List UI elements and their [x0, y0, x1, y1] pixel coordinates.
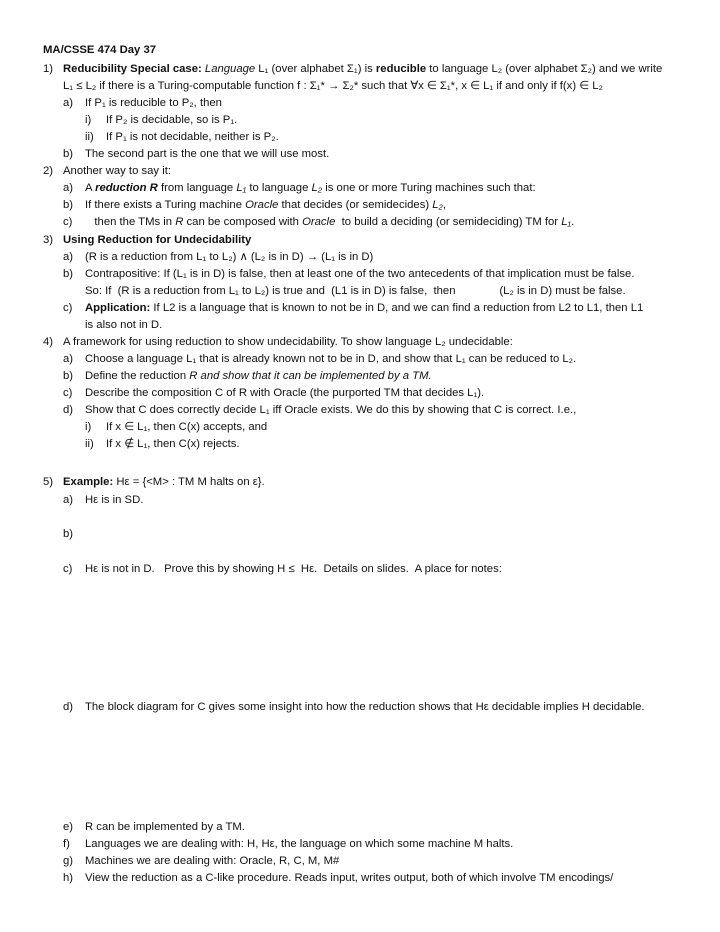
list-item-continuation: is also not in D. — [85, 319, 163, 331]
text-span: is one or more Turing machines such that: — [322, 182, 536, 194]
section-title: Example: — [63, 476, 114, 488]
list-item: Choose a language L₁ that is already known not to be in D, and show that L₁ can be reduced to L₂. — [85, 353, 577, 365]
text-span: R — [175, 216, 184, 228]
text-span: , — [442, 199, 446, 211]
list-item: Show that C does correctly decide L₁ iff Oracle exists. We do this by showing that C is correct. I.e., — [85, 404, 577, 416]
item-letter: a) — [63, 182, 74, 194]
item-letter: d) — [63, 701, 74, 713]
text-span: reducible — [375, 63, 427, 75]
item-number: 4) — [43, 336, 54, 348]
list-item — [85, 181, 536, 195]
item-letter: f) — [63, 838, 70, 850]
text-span: to language L₂ (over alphabet Σ₂) and we write — [426, 63, 663, 75]
list-item: Hε is not in D. Prove this by showing H ≤ Hε. Details on slides. A place for notes: — [85, 563, 502, 575]
text-span: to build a deciding (or semideciding) TM for — [335, 216, 562, 228]
list-item: If x ∈ L₁, then C(x) accepts, and — [106, 421, 268, 433]
item-letter: b) — [63, 199, 74, 211]
text-span: L₂ — [311, 182, 323, 194]
section-line — [63, 475, 265, 489]
item-letter: b) — [63, 528, 74, 540]
list-item: Hε is in SD. — [85, 494, 144, 506]
item-letter: c) — [63, 563, 73, 575]
text-span: If there exists a Turing machine — [85, 199, 246, 211]
text-span: L₁ — [561, 216, 572, 228]
list-item — [85, 301, 643, 315]
list-item: Contrapositive: If (L₁ is in D) is false, then at least one of the two antecedents of that implication must be false. — [85, 268, 635, 280]
section-1-line-2: L₁ ≤ L₂ if there is a Turing-computable function f : Σ₁* → Σ₂* such that ∀x ∈ Σ₁*, x ∈ L₁ if and only if f(x) ∈ L₂ — [63, 80, 603, 92]
text-span: then the TMs in — [85, 216, 176, 228]
list-item — [85, 369, 432, 383]
item-letter: a) — [63, 251, 74, 263]
list-item: View the reduction as a C-like procedure. Reads input, writes output, both of which involve TM encodings/ — [85, 872, 614, 884]
section-title: Reducibility Special case: — [63, 63, 202, 75]
item-roman: i) — [85, 114, 92, 126]
item-letter: c) — [63, 302, 73, 314]
item-letter: g) — [63, 855, 74, 867]
item-number: 3) — [43, 234, 54, 246]
item-roman: i) — [85, 421, 92, 433]
item-letter: c) — [63, 387, 73, 399]
list-item: The second part is the one that we will use most. — [85, 148, 330, 160]
list-item: R can be implemented by a TM. — [85, 821, 245, 833]
item-letter: e) — [63, 821, 74, 833]
text-span: L₁ (over alphabet Σ₁) is — [255, 63, 376, 75]
text-span: Language — [204, 63, 256, 75]
list-item: If P₂ is decidable, so is P₁. — [106, 114, 238, 126]
page-title: MA/CSSE 474 Day 37 — [43, 44, 157, 56]
section-1-line-1 — [63, 62, 662, 76]
item-letter: b) — [63, 268, 74, 280]
section-text: Another way to say it: — [63, 165, 171, 177]
item-roman: ii) — [85, 438, 94, 450]
item-letter: a) — [63, 97, 74, 109]
text-span: Hε = {<M> : TM M halts on ε}. — [113, 476, 265, 488]
item-letter: b) — [63, 148, 74, 160]
list-item: Describe the composition C of R with Oracle (the purported TM that decides L₁). — [85, 387, 485, 399]
text-span: Application: — [85, 302, 151, 314]
text-span: Oracle — [302, 216, 336, 228]
item-letter: a) — [63, 494, 74, 506]
text-span: to language — [246, 182, 312, 194]
list-item: The block diagram for C gives some insight into how the reduction shows that Hε decidable implies H decidable. — [85, 701, 645, 713]
item-letter: h) — [63, 872, 74, 884]
item-letter: d) — [63, 404, 74, 416]
text-span: Define the reduction — [85, 370, 190, 382]
text-span: If L2 is a language that is known to not be in D, and we can find a reduction from L2 to L1, then L1 — [150, 302, 644, 314]
text-span: reduction R — [95, 182, 158, 194]
text-span: R and show that it can be implemented by a TM. — [189, 370, 432, 382]
item-letter: b) — [63, 370, 74, 382]
list-item — [85, 198, 446, 212]
list-item: Languages we are dealing with: H, Hε, the language on which some machine M halts. — [85, 838, 514, 850]
text-span: A — [85, 182, 96, 194]
text-span: Oracle — [245, 199, 279, 211]
list-item-continuation: So: If (R is a reduction from L₁ to L₂) is true and (L1 is in D) is false, then (L₂ is in D) must be false. — [85, 285, 626, 297]
item-number: 5) — [43, 476, 54, 488]
text-span: can be composed with — [183, 216, 303, 228]
item-letter: a) — [63, 353, 74, 365]
section-text: A framework for using reduction to show undecidability. To show language L₂ undecidable: — [63, 336, 513, 348]
text-span: . — [571, 216, 575, 228]
item-number: 2) — [43, 165, 54, 177]
list-item — [85, 215, 574, 229]
list-item: If x ∉ L₁, then C(x) rejects. — [106, 438, 240, 450]
list-item: Machines we are dealing with: Oracle, R, C, M, M# — [85, 855, 340, 867]
text-span: that decides (or semidecides) — [278, 199, 433, 211]
list-item: If P₁ is reducible to P₂, then — [85, 97, 222, 109]
list-item: (R is a reduction from L₁ to L₂) ∧ (L₂ is in D) → (L₁ is in D) — [85, 251, 374, 263]
text-span: L₁ — [236, 182, 247, 194]
list-item: If P₁ is not decidable, neither is P₂. — [106, 131, 279, 143]
section-title: Using Reduction for Undecidability — [63, 234, 252, 246]
item-roman: ii) — [85, 131, 94, 143]
item-number: 1) — [43, 63, 54, 75]
item-letter: c) — [63, 216, 73, 228]
text-span: L₂ — [432, 199, 443, 211]
text-span: from language — [157, 182, 237, 194]
